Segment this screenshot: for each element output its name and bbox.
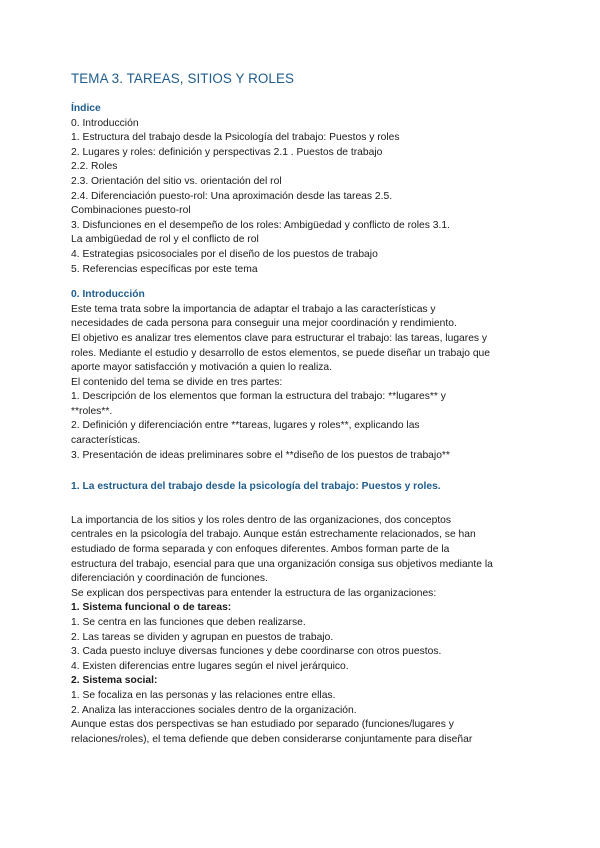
document-page: [71, 70, 531, 747]
section-1-heading: 1. La estructura del trabajo desde la psicología del trabajo: Puestos y roles.: [71, 481, 441, 493]
body-line: diferenciación y coordinación de funciones.: [71, 573, 268, 585]
spacer: [71, 88, 531, 102]
body-line: relaciones/roles), el tema defiende que deben considerarse conjuntamente para diseñar: [71, 733, 473, 745]
index-heading: Índice: [71, 103, 101, 114]
index-line: 0. Introducción: [71, 117, 139, 129]
body-line: roles. Mediante el estudio y desarrollo de estos elementos, se puede diseñar un trabajo que: [71, 347, 490, 359]
index-section: [71, 102, 531, 277]
section-1: [71, 480, 531, 747]
index-line: 5. Referencias específicas por este tema: [71, 263, 258, 275]
body-line: Este tema trata sobre la importancia de adaptar el trabajo a las características y: [71, 303, 436, 315]
spacer: [71, 495, 531, 514]
spacer: [71, 277, 531, 288]
document-title: TEMA 3. TAREAS, SITIOS Y ROLES: [71, 71, 295, 86]
list-item: 4. Existen diferencias entre lugares según el nivel jerárquico.: [71, 660, 349, 672]
body-line: estudiado de forma separada y con enfoques diferentes. Ambos forman parte de la: [71, 544, 450, 556]
introduction-section: [71, 288, 531, 463]
system-1-heading: 1. Sistema funcional o de tareas:: [71, 602, 232, 614]
system-2-heading: 2. Sistema social:: [71, 675, 158, 687]
list-item: 2. Analiza las interacciones sociales dentro de la organización.: [71, 704, 357, 716]
index-line: 3. Disfunciones en el desempeño de los roles: Ambigüedad y conflicto de roles 3.1.: [71, 219, 450, 231]
index-line: 1. Estructura del trabajo desde la Psicología del trabajo: Puestos y roles: [71, 132, 400, 144]
body-line: Se explican dos perspectivas para entender la estructura de las organizaciones:: [71, 587, 437, 599]
list-item: 2. Las tareas se dividen y agrupan en puestos de trabajo.: [71, 631, 334, 643]
body-line: La importancia de los sitios y los roles dentro de las organizaciones, dos conceptos: [71, 514, 452, 526]
body-line: centrales en la psicología del trabajo. Aunque están estrechamente relacionados, se han: [71, 529, 476, 541]
list-item: 3. Cada puesto incluye diversas funciones y debe coordinarse con otros puestos.: [71, 646, 442, 658]
body-line: 2. Definición y diferenciación entre **tareas, lugares y roles**, explicando las: [71, 420, 420, 432]
index-line: 2. Lugares y roles: definición y perspectivas 2.1 . Puestos de trabajo: [71, 146, 383, 158]
index-line: La ambigüedad de rol y el conflicto de rol: [71, 234, 259, 246]
body-line: El contenido del tema se divide en tres partes:: [71, 376, 283, 388]
introduction-heading: 0. Introducción: [71, 289, 145, 301]
body-line: aporte mayor satisfacción y motivación a quien lo realiza.: [71, 362, 332, 374]
list-item: 1. Se centra en las funciones que deben realizarse.: [71, 617, 306, 628]
body-line: Aunque estas dos perspectivas se han estudiado por separado (funciones/lugares y: [71, 719, 454, 731]
index-line: 2.4. Diferenciación puesto-rol: Una aproximación desde las tareas 2.5.: [71, 190, 393, 202]
body-line: estructura del trabajo, esencial para que una organización consiga sus objetivos mediante la: [71, 558, 493, 570]
body-line: 3. Presentación de ideas preliminares sobre el **diseño de los puestos de trabajo**: [71, 449, 450, 461]
body-line: necesidades de cada persona para conseguir una mejor coordinación y rendimiento.: [71, 318, 457, 330]
body-line: características.: [71, 435, 141, 447]
body-line: **roles**.: [71, 405, 113, 417]
body-line: 1. Descripción de los elementos que forman la estructura del trabajo: **lugares** y: [71, 391, 446, 403]
index-line: Combinaciones puesto-rol: [71, 205, 191, 217]
spacer: [71, 463, 531, 480]
index-line: 4. Estrategias psicosociales por el diseño de los puestos de trabajo: [71, 248, 378, 260]
list-item: 1. Se focaliza en las personas y las relaciones entre ellas.: [71, 689, 336, 701]
index-line: 2.3. Orientación del sitio vs. orientación del rol: [71, 175, 282, 187]
body-line: El objetivo es analizar tres elementos clave para estructurar el trabajo: las tareas, lugares y: [71, 332, 488, 344]
index-line: 2.2. Roles: [71, 161, 118, 173]
